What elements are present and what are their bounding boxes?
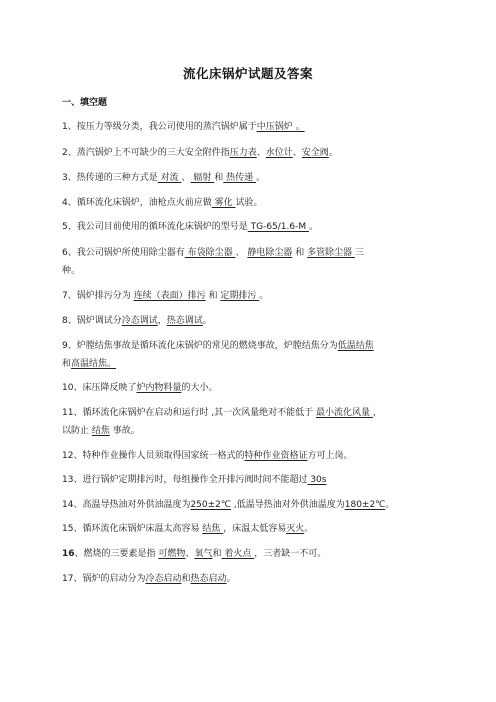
question-line-6 <box>62 248 364 259</box>
question-text: 和 <box>181 574 191 584</box>
question-text: 17、锅炉的启动分为 <box>62 574 146 584</box>
question-text: 。 <box>202 316 212 326</box>
question-text: 、 <box>256 148 266 158</box>
answer-blank: 250±2℃ <box>190 500 232 510</box>
question-text: 种。 <box>62 266 81 276</box>
question-text: 。 <box>385 500 395 510</box>
question-text: 。 <box>309 222 319 232</box>
answer-blank: 结焦 <box>91 426 110 436</box>
question-line-9 <box>62 341 374 352</box>
answer-blank: 热态调试 <box>166 316 203 326</box>
question-text: 、 <box>181 173 191 183</box>
answer-blank: 冷态启动 <box>145 574 182 584</box>
question-text: 和 <box>214 173 224 183</box>
question-text: 16 <box>62 549 75 559</box>
question-line-8 <box>62 316 212 327</box>
question-line-4 <box>62 198 262 209</box>
question-text: 2、蒸汽锅炉上不可缺少的三大安全附件指 <box>62 148 230 158</box>
answer-blank: 水位计 <box>265 148 293 158</box>
answer-blank: 180±2℃ <box>344 500 386 510</box>
question-text: 13、进行锅炉定期排污时，每组操作全开排污阀时间不能超过 <box>62 475 308 485</box>
answer-blank: 定期排污 <box>220 291 260 301</box>
page-title: 流化床锅炉试题及答案 <box>182 66 313 81</box>
question-text: 和 <box>292 248 308 258</box>
answer-blank: 着火点 <box>221 549 255 559</box>
question-text: 方可上岗。 <box>307 451 353 461</box>
answer-blank: TG-65/1.6-M <box>247 222 309 232</box>
answer-blank: 氧气 <box>194 549 213 559</box>
question-text: ， <box>372 408 382 418</box>
question-text: 。 <box>226 574 236 584</box>
question-line-15 <box>62 524 313 535</box>
question-text: 。 <box>259 291 269 301</box>
question-text: 和 <box>212 549 222 559</box>
answer-blank: 结焦 <box>202 524 224 534</box>
answer-blank: 最小流化风量 <box>316 408 373 418</box>
question-text: ，三者缺一不可。 <box>254 549 327 559</box>
question-text: 7、锅炉排污分为 <box>62 291 134 301</box>
answer-blank: 炉内物料量 <box>136 383 182 393</box>
question-text: 6、我公司锅炉所使用除尘器有 <box>62 248 185 258</box>
question-line-9-cont <box>62 359 116 370</box>
question-text: 。 <box>255 173 265 183</box>
question-text: ,低温导热油对外供油温度为 <box>231 500 345 510</box>
question-line-2 <box>62 148 338 159</box>
answer-blank: 可燃物 <box>158 549 186 559</box>
question-line-11 <box>62 408 382 419</box>
question-text: 试验。 <box>235 198 263 208</box>
question-text: 4、循环流化床锅炉，油枪点火前应做 <box>62 198 212 208</box>
question-text: 和 <box>205 291 221 301</box>
question-line-12 <box>62 451 353 462</box>
question-text: 5、我公司目前使用的循环流化床锅炉的型号是 <box>62 222 248 232</box>
question-line-17 <box>62 574 236 585</box>
answer-blank: 低温结焦 <box>337 341 374 351</box>
answer-blank: 热态启动 <box>190 574 227 584</box>
answer-blank: 安全阀 <box>301 148 329 158</box>
section-heading: 一、填空题 <box>62 98 108 108</box>
question-text: 9、炉膛结焦事故是循环流化床锅炉的常见的燃烧事故，炉膛结焦分为 <box>62 341 338 351</box>
answer-blank: 对流 <box>157 173 182 183</box>
question-text: 三 <box>354 248 364 258</box>
answer-blank: 多管除尘器 <box>307 248 355 258</box>
question-line-5 <box>62 222 318 233</box>
question-text: 。 <box>304 524 314 534</box>
question-text: ，床温太低容易 <box>223 524 287 534</box>
question-text: 11、循环流化床锅炉在启动和运行时 ,其一次风量绝对不能低于 <box>62 408 317 418</box>
answer-blank: 冷态调试 <box>121 316 158 326</box>
question-text: 以防止 <box>62 426 92 436</box>
question-line-16 <box>62 549 326 560</box>
answer-blank: 灭火 <box>286 524 305 534</box>
answer-blank: 高温结焦。 <box>71 359 117 369</box>
question-line-13 <box>62 475 326 486</box>
question-text: 10、床压降反映了 <box>62 383 137 393</box>
question-text: 、 <box>185 549 195 559</box>
question-line-7 <box>62 291 268 302</box>
answer-blank: 静电除尘器 <box>247 248 293 258</box>
question-line-3 <box>62 173 265 184</box>
question-text: 3、热传递的三种方式是 <box>62 173 158 183</box>
question-line-14 <box>62 500 394 511</box>
question-line-1 <box>62 122 305 133</box>
question-text: 。 <box>328 148 338 158</box>
question-text: 、燃烧的三要素是指 <box>74 549 159 559</box>
question-text: 事故。 <box>109 426 140 436</box>
answer-blank: 辐射 <box>190 173 215 183</box>
answer-blank: 特种作业资格证 <box>244 451 308 461</box>
question-text: 和 <box>62 359 72 369</box>
question-text: 、 <box>292 148 302 158</box>
question-text: 15、循环流化床锅炉床温太高容易 <box>62 524 203 534</box>
question-text: 8、锅炉调试分 <box>62 316 122 326</box>
question-text: 的大小。 <box>181 383 218 393</box>
answer-blank: 连续（表面）排污 <box>133 291 206 301</box>
question-line-11-cont <box>62 426 140 437</box>
question-text: 、 <box>235 248 248 258</box>
answer-blank: 雾化 <box>211 198 236 208</box>
question-text: 1、按压力等级分类，我公司使用的蒸汽锅炉属于 <box>62 122 257 132</box>
answer-blank: 30s <box>307 475 327 485</box>
question-text: 14、高温导热油对外供油温度为 <box>62 500 191 510</box>
question-text: 12、特种作业操作人员须取得国家统一格式的 <box>62 451 245 461</box>
question-line-6-cont <box>62 266 80 277</box>
question-line-10 <box>62 383 217 394</box>
question-text: ， <box>157 316 167 326</box>
answer-blank: 压力表 <box>229 148 257 158</box>
answer-blank: 中压锅炉 。 <box>256 122 305 132</box>
answer-blank: 布袋除尘器 <box>184 248 236 258</box>
answer-blank: 热传递 <box>223 173 256 183</box>
